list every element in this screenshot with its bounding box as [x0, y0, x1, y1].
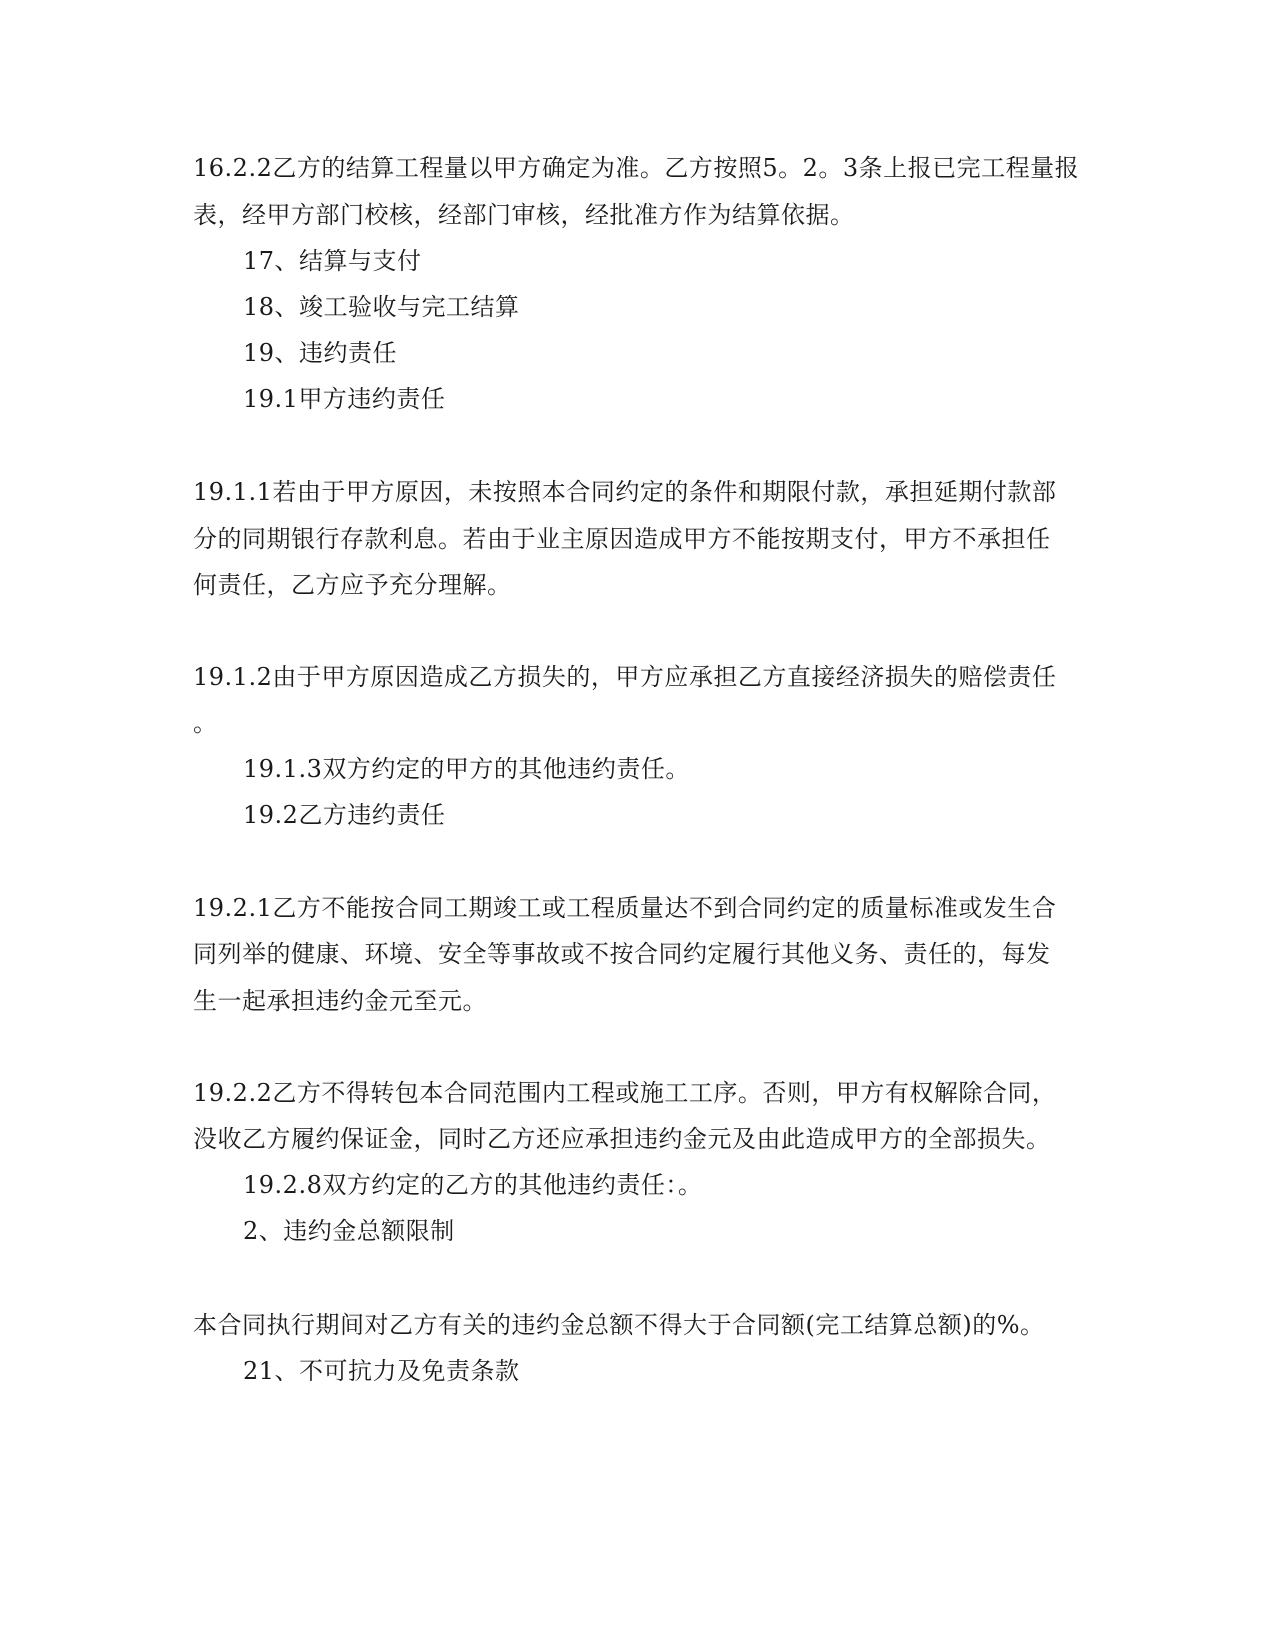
clause-19-1-2-line-2: 。 — [193, 709, 218, 737]
clause-19-2-2-line-2: 没收乙方履约保证金，同时乙方还应承担违约金元及由此造成甲方的全部损失。 — [193, 1125, 1051, 1153]
clause-19-2-1-line-3: 生一起承担违约金元至元。 — [193, 987, 487, 1015]
clause-16-2-2-line-2: 表，经甲方部门校核，经部门审核，经批准方作为结算依据。 — [193, 201, 855, 229]
heading-2: 2、违约金总额限制 — [243, 1217, 455, 1245]
clause-19-1-1-line-2: 分的同期银行存款利息。若由于业主原因造成甲方不能按期支付，甲方不承担任 — [193, 525, 1051, 553]
heading-18: 18、竣工验收与完工结算 — [243, 293, 520, 321]
heading-19-1: 19.1甲方违约责任 — [243, 385, 446, 413]
heading-19-2: 19.2乙方违约责任 — [243, 801, 446, 829]
clause-19-1-2-line-1: 19.1.2由于甲方原因造成乙方损失的，甲方应承担乙方直接经济损失的赔偿责任 — [193, 663, 1057, 691]
clause-19-1-3: 19.1.3双方约定的甲方的其他违约责任。 — [243, 755, 690, 783]
heading-17: 17、结算与支付 — [243, 247, 422, 275]
clause-19-1-1-line-3: 何责任，乙方应予充分理解。 — [193, 571, 512, 599]
penalty-limit-paragraph: 本合同执行期间对乙方有关的违约金总额不得大于合同额(完工结算总额)的%。 — [193, 1311, 1045, 1339]
heading-21: 21、不可抗力及免责条款 — [243, 1357, 520, 1385]
clause-19-2-1-line-1: 19.2.1乙方不能按合同工期竣工或工程质量达不到合同约定的质量标准或发生合 — [193, 894, 1057, 922]
clause-16-2-2-line-1: 16.2.2乙方的结算工程量以甲方确定为准。乙方按照5。2。3条上报已完工程量报 — [193, 154, 1080, 182]
clause-19-1-1-line-1: 19.1.1若由于甲方原因，未按照本合同约定的条件和期限付款，承担延期付款部 — [193, 478, 1057, 506]
heading-19: 19、违约责任 — [243, 339, 398, 367]
clause-19-2-2-line-1: 19.2.2乙方不得转包本合同范围内工程或施工工序。否则，甲方有权解除合同， — [193, 1079, 1057, 1107]
clause-19-2-1-line-2: 同列举的健康、环境、安全等事故或不按合同约定履行其他义务、责任的，每发 — [193, 940, 1051, 968]
clause-19-2-8: 19.2.8双方约定的乙方的其他违约责任：。 — [243, 1171, 703, 1199]
